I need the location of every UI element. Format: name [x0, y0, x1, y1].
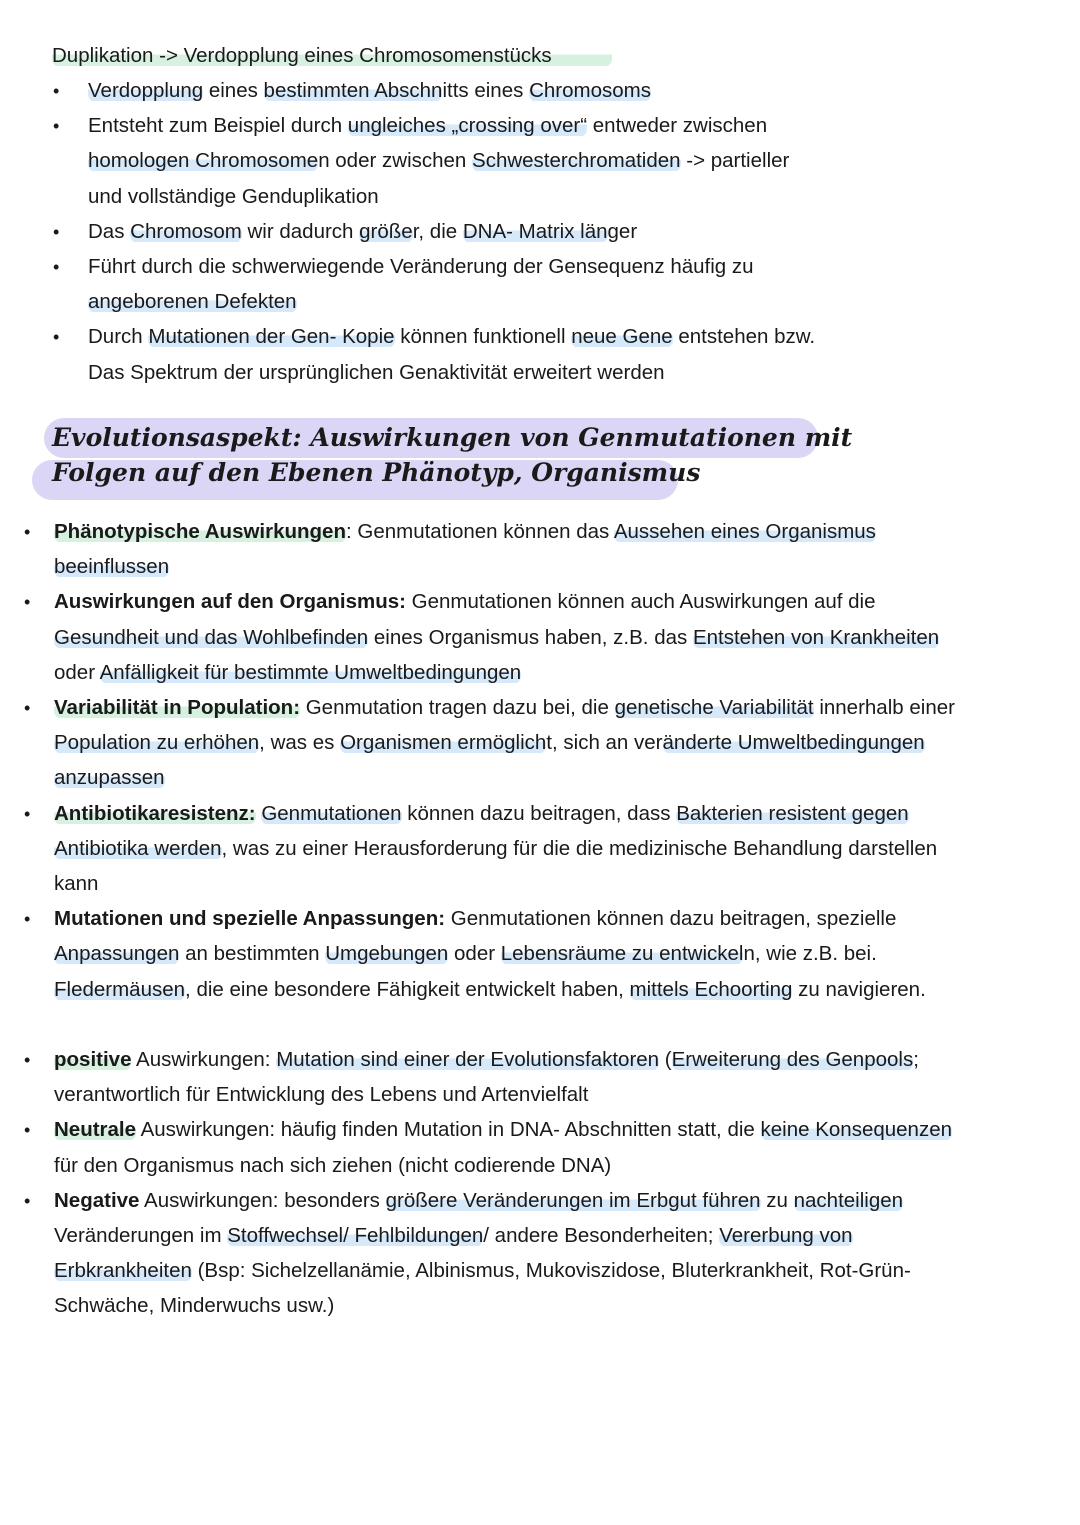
text-segment: Genmutation tragen dazu bei, die	[300, 696, 615, 719]
bold-term: Auswirkungen auf den Organismus:	[54, 590, 406, 614]
highlighted-text: Anfälligkeit für bestimmte Umweltbedingungen	[99, 660, 522, 684]
text-segment: Auswirkungen: besonders	[139, 1188, 386, 1212]
highlighted-text: änderte Umweltbedingungen	[662, 731, 925, 755]
text-segment: für den Organismus nach sich ziehen (nicht codierende DNA)	[54, 1153, 612, 1177]
bullet-icon: •	[53, 221, 60, 242]
highlighted-text: größe	[359, 219, 413, 243]
bullet-icon: •	[53, 327, 60, 348]
list-item-line	[54, 658, 521, 688]
text-segment: (Bsp: Sichelzellanämie, Albinismus, Mukoviszidose, Bluterkrankheit, Rot-Grün-	[191, 1259, 911, 1283]
text-segment: ger	[607, 219, 638, 243]
list-item-line	[54, 869, 98, 899]
text-segment: zu	[760, 1188, 794, 1212]
highlighted-text: Gesundheit und das Wohlbefinden	[54, 625, 369, 649]
list-item-line	[88, 146, 789, 176]
list-item-line	[54, 1151, 611, 1181]
highlighted-text: Fledermäusen	[54, 977, 186, 1001]
highlighted-text: größere Veränderungen im Erbgut führen	[385, 1188, 761, 1212]
text-segment: oder	[448, 942, 501, 966]
text-segment: n oder zwischen	[318, 149, 473, 173]
highlighted-text: Mutation sind einer der Evolutionsfaktoren	[276, 1048, 660, 1071]
list-item-line	[88, 182, 379, 212]
highlighted-text: Chromosoms	[529, 79, 651, 102]
highlighted-text: neue Gene	[571, 325, 673, 349]
highlighted-text: bestimmten Abschn	[263, 79, 443, 102]
highlighted-text: Genmutationen	[261, 801, 402, 825]
highlighted-text: Stoffwechsel/ Fehlbildungen	[227, 1224, 484, 1247]
text-segment: Entsteht zum Beispiel durch	[88, 114, 348, 138]
text-segment: eines	[203, 79, 264, 102]
bold-term: Variabilität in Population:	[54, 696, 301, 719]
text-segment: können dazu beitragen, dass	[401, 801, 677, 825]
bold-term: Phänotypische Auswirkungen	[54, 520, 346, 543]
text-segment: , was zu einer Herausforderung für die die medizinische Behandlung darstellen	[221, 836, 938, 860]
text-segment: , was es	[259, 731, 341, 755]
text-segment: kann	[54, 872, 99, 895]
highlighted-text: Umgebungen	[325, 942, 449, 966]
list-item-line	[54, 517, 876, 547]
highlighted-text: Organismen ermöglich	[340, 731, 547, 755]
list-item-line	[54, 587, 876, 617]
highlighted-text: genetische Variabilität	[614, 696, 814, 719]
list-item-line	[88, 322, 815, 352]
bold-term: Negative	[54, 1188, 140, 1212]
list-item-line	[54, 975, 926, 1005]
list-item-line	[54, 834, 937, 864]
text-segment: r, die	[412, 219, 463, 243]
highlighted-text: angeborenen Defekten	[88, 290, 297, 314]
highlighted-text: homologen Chromosome	[88, 149, 319, 173]
text-segment: Das	[88, 219, 131, 243]
list-item-line	[88, 358, 665, 388]
text-segment: Das Spektrum der ursprünglichen Genaktivität erweitert werden	[88, 360, 665, 384]
list-item-line	[54, 763, 165, 793]
highlighted-text: beeinflussen	[54, 555, 170, 579]
text-segment: ;	[913, 1048, 919, 1071]
list-item-line	[88, 217, 637, 247]
highlighted-text: Population zu erhöhen	[54, 731, 260, 755]
bullet-icon: •	[24, 803, 31, 824]
bold-term: Antibiotikaresistenz:	[54, 801, 256, 825]
list-item-line	[54, 1186, 903, 1216]
duplication-heading	[52, 41, 612, 71]
highlighted-text: Chromosom	[130, 219, 242, 243]
text-segment: itts eines	[442, 79, 530, 102]
text-segment: entstehen bzw.	[672, 325, 816, 349]
text-segment: (	[659, 1048, 672, 1071]
text-segment: t, sich an ver	[546, 731, 663, 755]
list-item-line	[54, 1291, 334, 1321]
highlighted-text: Erbkrankheiten	[54, 1259, 192, 1283]
bullet-icon: •	[53, 81, 60, 101]
list-item-line	[88, 76, 651, 106]
list-item-line	[54, 1045, 919, 1075]
text-segment: können funktionell	[394, 325, 572, 349]
highlighted-text: keine Konsequenzen	[760, 1118, 953, 1142]
text-segment: Veränderungen im	[54, 1224, 228, 1247]
bold-term: Neutrale	[54, 1118, 137, 1142]
text-segment: -> partieller	[680, 149, 790, 173]
list-item-line	[88, 287, 297, 317]
highlighted-text: Lebensräume zu entwickel	[500, 942, 744, 966]
bold-term: Mutationen und spezielle Anpassungen:	[54, 907, 446, 931]
list-item-line	[54, 799, 909, 829]
list-item-line	[54, 904, 896, 934]
text-segment: , die eine besondere Fähigkeit entwickelt haben,	[185, 977, 630, 1001]
list-item-line	[54, 623, 939, 653]
bullet-icon: •	[24, 1120, 31, 1141]
duplication-heading-text: Duplikation -> Verdopplung eines Chromosomenstücks	[52, 44, 612, 67]
highlighted-text: Vererbung von	[719, 1224, 853, 1247]
highlighted-text: nachteiligen	[793, 1188, 904, 1212]
bullet-icon: •	[24, 592, 31, 613]
list-item-line	[54, 693, 955, 723]
text-segment: Durch	[88, 325, 149, 349]
bold-term: positive	[54, 1048, 132, 1071]
highlighted-text: DNA- Matrix län	[462, 219, 608, 243]
list-item-line	[54, 939, 877, 969]
bullet-icon: •	[24, 1050, 31, 1070]
highlighted-text: Mutationen der Gen- Kopie	[148, 325, 395, 349]
highlighted-text: ungleiches „crossing over“	[347, 114, 588, 138]
list-item-line	[54, 1115, 952, 1145]
list-item-line	[54, 1221, 853, 1251]
section-title-line-1: Evolutionsaspekt: Auswirkungen von Genmutationen mit	[52, 423, 853, 452]
text-segment: Schwäche, Minderwuchs usw.)	[54, 1294, 335, 1318]
text-segment: Genmutationen können auch Auswirkungen auf die	[405, 590, 876, 614]
text-segment: zu navigieren.	[792, 977, 926, 1001]
list-item-line	[54, 1256, 911, 1286]
list-item-line	[54, 1080, 588, 1110]
text-segment: an bestimmten	[179, 942, 326, 966]
bullet-icon: •	[24, 522, 31, 542]
highlighted-text: Bakterien resistent gegen	[676, 801, 909, 825]
text-segment: Führt durch die schwerwiegende Veränderung der Gensequenz häufig zu	[88, 255, 754, 278]
bullet-icon: •	[24, 909, 31, 930]
text-segment: entweder zwischen	[587, 114, 768, 138]
list-item-line	[54, 728, 925, 758]
highlighted-text: Antibiotika werden	[54, 836, 222, 860]
highlighted-text: mittels Echoorting	[629, 977, 793, 1001]
highlighted-text: Aussehen eines Organismus	[613, 520, 876, 543]
list-item-line	[54, 552, 169, 582]
highlighted-text: Anpassungen	[54, 942, 180, 966]
text-segment: verantwortlich für Entwicklung des Lebens und Artenvielfalt	[54, 1083, 589, 1107]
highlighted-text: anzupassen	[54, 766, 165, 790]
bullet-icon: •	[24, 1190, 31, 1211]
bullet-icon: •	[24, 698, 31, 718]
text-segment: n, wie z.B. bei.	[743, 942, 877, 966]
text-segment: wir dadurch	[241, 219, 360, 243]
highlighted-text: Schwesterchromatiden	[472, 149, 681, 173]
list-item-line	[88, 111, 767, 141]
text-segment: Auswirkungen: häufig finden Mutation in DNA- Abschnitten statt, die	[136, 1118, 761, 1142]
text-segment: und vollständige Genduplikation	[88, 184, 379, 208]
text-segment: innerhalb einer	[813, 696, 955, 719]
text-segment: oder	[54, 660, 100, 684]
text-segment: eines Organismus haben, z.B. das	[368, 625, 693, 649]
text-segment: Auswirkungen:	[131, 1048, 277, 1071]
highlighted-text: Verdopplung	[88, 79, 204, 102]
bullet-icon: •	[53, 257, 60, 277]
highlighted-text: Entstehen von Krankheiten	[692, 625, 940, 649]
list-item-line	[88, 252, 754, 282]
highlighted-text: Erweiterung des Genpools	[671, 1048, 914, 1071]
text-segment: / andere Besonderheiten;	[483, 1224, 720, 1247]
text-segment: Genmutationen können dazu beitragen, spezielle	[445, 907, 897, 931]
bullet-icon: •	[53, 116, 60, 137]
text-segment: : Genmutationen können das	[346, 520, 614, 543]
section-title-line-2: Folgen auf den Ebenen Phänotyp, Organismus	[52, 458, 701, 487]
